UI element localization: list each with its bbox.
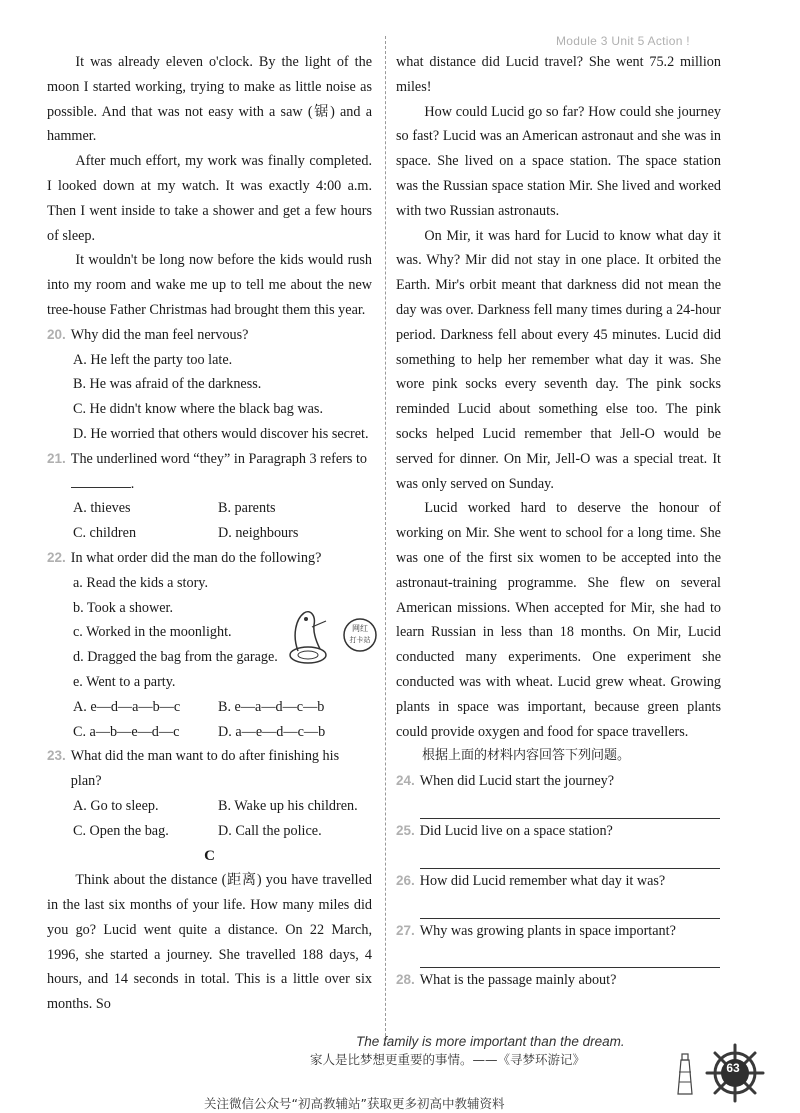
question-number: 23. <box>47 748 66 764</box>
right-column <box>396 50 721 993</box>
answer-option-c[interactable]: C. He didn't know where the black bag was. <box>73 401 323 418</box>
question-text <box>71 447 372 497</box>
passage-paragraph: After much effort, my work was finally completed. I looked down at my watch. It was exactly 4:00 a.m. Then I went inside to take a shower and get a few hours of sleep. <box>47 153 372 244</box>
passage-paragraph: On Mir, it was hard for Lucid to know what day it was. Why? Mir did not stay in one place. It orbited the Earth. Mir's orbit meant that darkness did not mean the day was over. Darkness fell many times during a 24-hour period. Darkness fell about every 45 minutes. Lucid did something to help her remember what day it was. She wore pink socks every seventh day. The pink socks reminded Lucid about something else too. The pink socks helped Lucid remember that Jell-O would be served for dinner. On Mir, Jell-O was a special treat. It was only served on Sunday. <box>396 227 721 492</box>
sticker-text-line1: 网红 <box>352 624 368 633</box>
passage-paragraph: Lucid worked hard to deserve the honour of working on Mir. She went to school for a long time. She was one of the first six women to be accepted into the astronaut-training programme. She flew on several American missions. When accepted for Mir, she had to learn Russian in less than 18 months. On Mir, Lucid conducted many experiments. One experiment she conducted was with wheat. Lucid grew wheat. Growing plants in space was important, because green plants could provide oxygen and food for space travellers. <box>396 500 721 740</box>
question-27 <box>396 919 721 969</box>
footer-quote-chinese: 家人是比梦想更重要的事情。——《寻梦环游记》 <box>310 1052 586 1067</box>
answer-option-a[interactable]: A. e—d—a—b—c <box>73 698 181 715</box>
fill-in-blank[interactable] <box>71 473 131 488</box>
section-title: C <box>204 847 215 864</box>
answer-option-c[interactable]: C. Open the bag. <box>73 822 169 839</box>
answer-line[interactable] <box>420 794 720 819</box>
answer-option-c[interactable]: C. a—b—e—d—c <box>73 723 180 740</box>
question-number: 20. <box>47 326 66 342</box>
answer-option-d[interactable]: D. a—e—d—c—b <box>218 723 326 740</box>
cartoon-sticker-icon <box>286 605 378 667</box>
question-text: Why did the man feel nervous? <box>70 326 249 343</box>
question-26 <box>396 869 721 919</box>
sticker-text-line2: 打卡站 <box>349 636 371 644</box>
question-text-after: . <box>130 475 135 492</box>
question-text: Did Lucid live on a space station? <box>419 822 613 839</box>
passage-paragraph: It wouldn't be long now before the kids would rush into my room and wake me up to tell me about the new tree-house Father Christmas had brought them this year. <box>47 252 372 318</box>
answer-option-a[interactable]: A. He left the party too late. <box>73 351 233 368</box>
question-20 <box>47 323 372 447</box>
answer-option-c[interactable]: C. children <box>73 525 137 542</box>
question-text: How did Lucid remember what day it was? <box>419 872 666 889</box>
sequence-item: b. Took a shower. <box>73 599 174 616</box>
passage-paragraph: It was already eleven o'clock. By the light of the moon I started working, trying to make as little noise as possible. And that was not easy with a saw (锯) and a hammer. <box>47 54 372 145</box>
column-divider <box>385 36 386 1046</box>
question-number: 24. <box>396 773 415 789</box>
answer-option-b[interactable]: B. Wake up his children. <box>218 797 358 814</box>
question-text: What did the man want to do after finishing his plan? <box>70 748 340 790</box>
question-number: 22. <box>47 549 66 565</box>
question-number: 28. <box>396 972 415 988</box>
left-column <box>47 50 372 1017</box>
question-text-before: The underlined word “they” in Paragraph 3 refers to <box>70 450 368 467</box>
sequence-item: c. Worked in the moonlight. <box>73 624 232 641</box>
lighthouse-icon <box>674 1050 696 1096</box>
passage-paragraph: How could Lucid go so far? How could she journey so fast? Lucid was an American astronaut and she was in space. She lived on a space station. The space station was the Russian space station Mir. She lived and worked with two Russian astronauts. <box>396 103 721 219</box>
question-number: 25. <box>396 822 415 838</box>
answer-option-a[interactable]: A. Go to sleep. <box>73 797 159 814</box>
question-text: What is the passage mainly about? <box>419 972 617 989</box>
question-21 <box>47 447 372 546</box>
passage-paragraph: what distance did Lucid travel? She went 75.2 million miles! <box>396 54 721 95</box>
answer-option-b[interactable]: B. He was afraid of the darkness. <box>73 376 262 393</box>
answer-option-d[interactable]: D. He worried that others would discover his secret. <box>73 425 369 442</box>
answer-option-d[interactable]: D. neighbours <box>218 525 299 542</box>
answer-option-a[interactable]: A. thieves <box>73 500 131 517</box>
answer-option-b[interactable]: B. e—a—d—c—b <box>218 698 325 715</box>
answer-line[interactable] <box>420 894 720 919</box>
question-text: When did Lucid start the journey? <box>419 773 615 790</box>
question-number: 21. <box>47 450 66 466</box>
sequence-item: e. Went to a party. <box>73 673 176 690</box>
question-text: Why was growing plants in space important? <box>419 922 676 939</box>
footer-advertisement: 关注微信公众号“初高教辅站”获取更多初高中教辅资料 <box>204 1096 505 1111</box>
passage-paragraph: Think about the distance (距离) you have travelled in the last six months of your life. How many miles did you go? Lucid went quite a distance. On 22 March, 1996, she started a journey. She travelled 188 days, 4 hours, and 14 seconds in total. This is a little over six months. So <box>47 872 372 1013</box>
question-28 <box>396 968 721 993</box>
answer-option-b[interactable]: B. parents <box>218 500 276 517</box>
question-23 <box>47 744 372 843</box>
question-number: 27. <box>396 922 415 938</box>
answer-line[interactable] <box>420 943 720 968</box>
question-text: In what order did the man do the following? <box>70 549 322 566</box>
instruction-text: 根据上面的材料内容回答下列问题。 <box>422 748 631 764</box>
footer-quote-english: The family is more important than the dream. <box>356 1034 625 1049</box>
sequence-item: a. Read the kids a story. <box>73 574 209 591</box>
question-25 <box>396 819 721 869</box>
question-24 <box>396 769 721 819</box>
question-number: 26. <box>396 872 415 888</box>
page-number: 63 <box>726 1061 740 1075</box>
answer-option-d[interactable]: D. Call the police. <box>218 822 322 839</box>
answer-line[interactable] <box>420 844 720 869</box>
sequence-item: d. Dragged the bag from the garage. <box>73 649 278 666</box>
module-header: Module 3 Unit 5 Action ! <box>556 34 690 48</box>
